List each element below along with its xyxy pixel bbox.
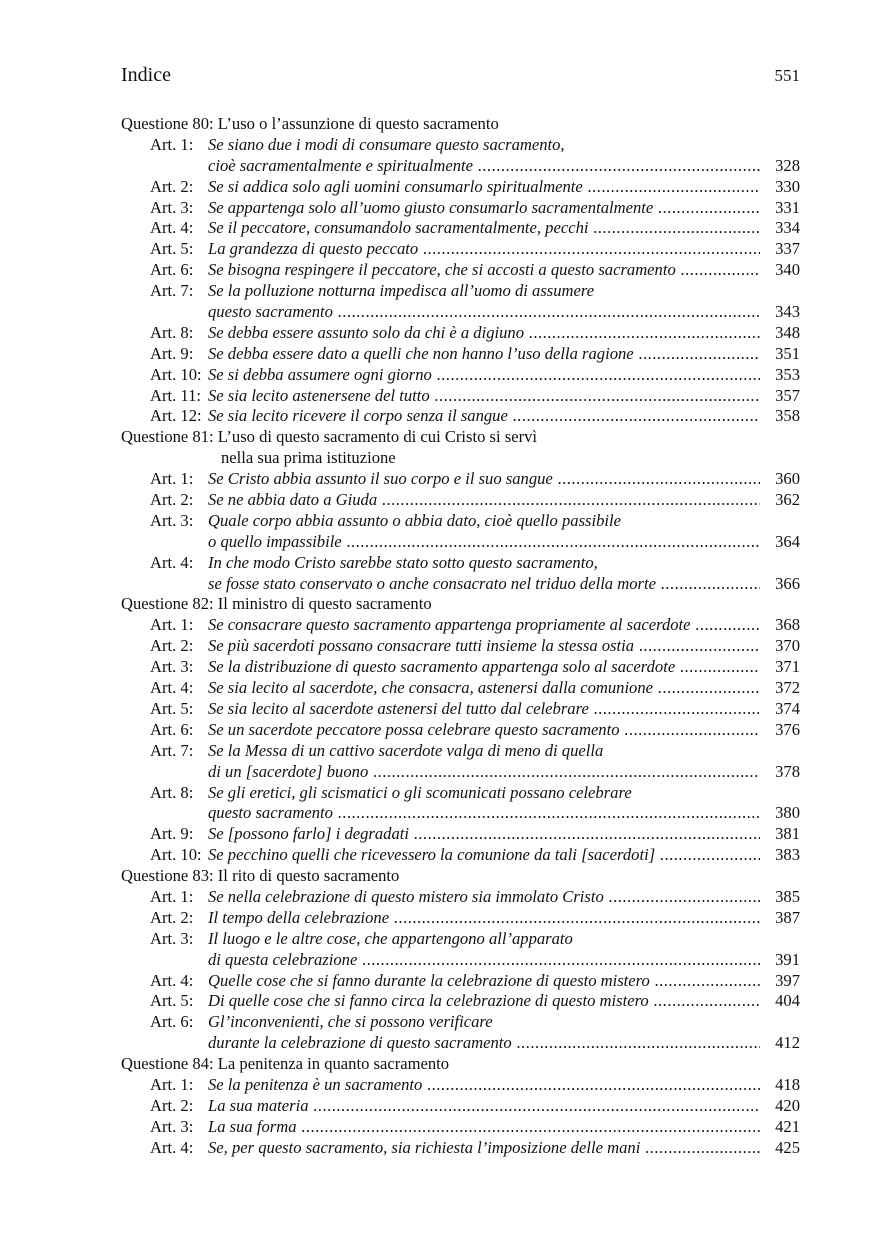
toc-page-number: 391 <box>775 949 800 969</box>
toc-article-entry <box>121 553 800 574</box>
question-heading: Questione 84: La penitenza in quanto sacramento <box>121 1054 450 1074</box>
toc-page-number: 353 <box>775 364 800 384</box>
toc-article-entry <box>121 177 800 198</box>
article-title: Il luogo e le altre cose, che appartengono all’apparato <box>208 928 573 948</box>
page-header <box>121 64 800 92</box>
toc-page-number: 360 <box>775 469 800 489</box>
article-title: di un [sacerdote] buono ..... <box>208 762 760 783</box>
article-title: Se gli eretici, gli scismatici o gli scomunicati possano celebrare <box>208 782 632 802</box>
toc-article-entry <box>121 218 800 239</box>
page-number: 551 <box>774 66 800 85</box>
article-label: Art. 1: <box>150 886 194 906</box>
toc-page-number: 340 <box>775 260 800 280</box>
toc-page-number: 385 <box>775 886 800 906</box>
toc-article-entry <box>121 783 800 804</box>
toc-page-number: 397 <box>775 970 800 990</box>
article-title: La sua materia ..... <box>208 1096 760 1117</box>
article-title: Se il peccatore, consumandolo sacramentalmente, pecchi ..... <box>208 218 760 239</box>
article-label: Art. 6: <box>150 719 194 739</box>
article-label: Art. 8: <box>150 782 194 802</box>
article-label: Art. 5: <box>150 698 194 718</box>
article-title: Se ne abbia dato a Giuda ..... <box>208 490 760 511</box>
article-title: Se sia lecito ricevere il corpo senza il sangue ..... <box>208 406 760 427</box>
article-label: Art. 7: <box>150 740 194 760</box>
article-label: Art. 8: <box>150 322 194 342</box>
article-title: questo sacramento ..... <box>208 803 760 824</box>
article-title: Se si addica solo agli uomini consumarlo spiritualmente ..... <box>208 177 760 198</box>
article-title: questo sacramento ..... <box>208 302 760 323</box>
toc-page-number: 348 <box>775 322 800 342</box>
article-title: La sua forma ..... <box>208 1117 760 1138</box>
article-title: Di quelle cose che si fanno circa la celebrazione di questo mistero ..... <box>208 991 760 1012</box>
question-heading: Questione 83: Il rito di questo sacramento <box>121 866 400 886</box>
toc-page-number: 337 <box>775 239 800 259</box>
article-title: Se nella celebrazione di questo mistero sia immolato Cristo ..... <box>208 887 760 908</box>
article-label: Art. 1: <box>150 615 194 635</box>
toc-article-entry <box>121 971 800 992</box>
article-label: Art. 5: <box>150 991 194 1011</box>
toc-page-number: 376 <box>775 719 800 739</box>
article-label: Art. 2: <box>150 636 194 656</box>
toc-article-entry <box>121 991 800 1012</box>
toc-article-entry <box>121 1138 800 1159</box>
article-title: Se Cristo abbia assunto il suo corpo e il suo sangue ..... <box>208 469 760 490</box>
article-label: Art. 1: <box>150 469 194 489</box>
toc-article-entry <box>121 824 800 845</box>
toc-page-number: 366 <box>775 573 800 593</box>
toc-entry-continuation <box>121 762 800 783</box>
article-label: Art. 2: <box>150 907 194 927</box>
toc-page-number: 358 <box>775 406 800 426</box>
article-title: durante la celebrazione di questo sacramento ..... <box>208 1033 760 1054</box>
toc-article-entry <box>121 344 800 365</box>
article-label: Art. 7: <box>150 281 194 301</box>
article-title: Se la penitenza è un sacramento ..... <box>208 1075 760 1096</box>
toc-page-number: 374 <box>775 698 800 718</box>
article-title: Se [possono farlo] i degradati ..... <box>208 824 760 845</box>
article-title: Se un sacerdote peccatore possa celebrare questo sacramento ..... <box>208 720 760 741</box>
question-heading: Questione 81: L’uso di questo sacramento di cui Cristo si servì <box>121 427 538 447</box>
article-title: La grandezza di questo peccato ..... <box>208 239 760 260</box>
article-title: cioè sacramentalmente e spiritualmente ..... <box>208 156 760 177</box>
toc-page-number: 383 <box>775 845 800 865</box>
article-title: Se siano due i modi di consumare questo sacramento, <box>208 134 565 154</box>
article-label: Art. 4: <box>150 218 194 238</box>
article-label: Art. 3: <box>150 197 194 217</box>
toc-page-number: 351 <box>775 343 800 363</box>
toc-page-number: 371 <box>775 657 800 677</box>
article-label: Art. 4: <box>150 552 194 572</box>
toc-page-number: 334 <box>775 218 800 238</box>
toc-article-entry <box>121 511 800 532</box>
toc-page-number: 370 <box>775 636 800 656</box>
toc-entry-continuation <box>121 156 800 177</box>
question-heading: Questione 80: L’uso o l’assunzione di questo sacramento <box>121 114 499 133</box>
article-label: Art. 9: <box>150 824 194 844</box>
article-label: Art. 2: <box>150 176 194 196</box>
toc-article-entry <box>121 657 800 678</box>
toc-page-number: 380 <box>775 803 800 823</box>
toc-entry-continuation <box>121 803 800 824</box>
toc-article-entry <box>121 198 800 219</box>
article-title: Se sia lecito al sacerdote, che consacra, astenersi dalla comunione ..... <box>208 678 760 699</box>
article-title: se fosse stato conservato o anche consacrato nel triduo della morte ..... <box>208 574 760 595</box>
article-title: di questa celebrazione ..... <box>208 950 760 971</box>
toc-page-number: 381 <box>775 824 800 844</box>
article-label: Art. 1: <box>150 134 194 154</box>
toc-article-entry <box>121 1096 800 1117</box>
toc-entry-continuation <box>121 950 800 971</box>
toc-article-entry <box>121 1117 800 1138</box>
toc-article-entry <box>121 678 800 699</box>
toc-article-entry <box>121 929 800 950</box>
article-label: Art. 3: <box>150 657 194 677</box>
question-heading-text: nella sua prima istituzione <box>221 448 396 468</box>
toc-article-entry <box>121 323 800 344</box>
article-label: Art. 2: <box>150 490 194 510</box>
article-title: Se consacrare questo sacramento appartenga propriamente al sacerdote ..... <box>208 615 760 636</box>
article-label: Art. 3: <box>150 928 194 948</box>
toc-article-entry <box>121 260 800 281</box>
article-label: Art. 6: <box>150 260 194 280</box>
article-title: Se, per questo sacramento, sia richiesta l’imposizione delle mani ..... <box>208 1138 760 1159</box>
toc-article-entry <box>121 699 800 720</box>
article-title: Quale corpo abbia assunto o abbia dato, cioè quello passibile <box>208 510 621 530</box>
toc-page-number: 372 <box>775 678 800 698</box>
article-label: Art. 2: <box>150 1095 194 1115</box>
question-heading-continuation <box>121 448 800 469</box>
article-title: Se bisogna respingere il peccatore, che si accosti a questo sacramento ..... <box>208 260 760 281</box>
article-title: Gl’inconvenienti, che si possono verificare <box>208 1012 493 1032</box>
toc-entry-continuation <box>121 574 800 595</box>
article-title: Se pecchino quelli che ricevessero la comunione da tali [sacerdoti] ..... <box>208 845 760 866</box>
toc-article-entry <box>121 365 800 386</box>
toc-article-entry <box>121 135 800 156</box>
toc-page-number: 362 <box>775 490 800 510</box>
toc-article-entry <box>121 720 800 741</box>
article-label: Art. 1: <box>150 1074 194 1094</box>
toc-page-number: 420 <box>775 1095 800 1115</box>
article-label: Art. 9: <box>150 343 194 363</box>
article-title: Se debba essere assunto solo da chi è a digiuno ..... <box>208 323 760 344</box>
toc-article-entry <box>121 845 800 866</box>
toc-article-entry <box>121 386 800 407</box>
article-label: Art. 12: <box>150 406 202 426</box>
toc-article-entry <box>121 615 800 636</box>
article-label: Art. 10: <box>150 364 202 384</box>
toc-article-entry <box>121 490 800 511</box>
toc-page-number: 343 <box>775 302 800 322</box>
article-title: Se sia lecito al sacerdote astenersi del tutto dal celebrare ..... <box>208 699 760 720</box>
table-of-contents <box>121 114 800 1159</box>
toc-page-number: 331 <box>775 197 800 217</box>
article-title: Se sia lecito astenersene del tutto ..... <box>208 386 760 407</box>
article-title: Se appartenga solo all’uomo giusto consumarlo sacramentalmente ..... <box>208 198 760 219</box>
article-title: o quello impassibile ..... <box>208 532 760 553</box>
article-title: Se più sacerdoti possano consacrare tutti insieme la stessa ostia ..... <box>208 636 760 657</box>
toc-page-number: 357 <box>775 385 800 405</box>
question-heading: Questione 82: Il ministro di questo sacramento <box>121 594 432 614</box>
article-label: Art. 4: <box>150 1137 194 1157</box>
toc-page-number: 378 <box>775 761 800 781</box>
toc-article-entry <box>121 1075 800 1096</box>
article-label: Art. 3: <box>150 1116 194 1136</box>
article-title: Se si debba assumere ogni giorno ..... <box>208 365 760 386</box>
toc-article-entry <box>121 406 800 427</box>
toc-entry-continuation <box>121 302 800 323</box>
article-title: Quelle cose che si fanno durante la celebrazione di questo mistero ..... <box>208 971 760 992</box>
toc-page-number: 387 <box>775 907 800 927</box>
toc-page-number: 328 <box>775 155 800 175</box>
article-label: Art. 4: <box>150 678 194 698</box>
article-title: Se la Messa di un cattivo sacerdote valga di meno di quella <box>208 740 604 760</box>
toc-page-number: 368 <box>775 615 800 635</box>
article-title: Il tempo della celebrazione ..... <box>208 908 760 929</box>
running-title: Indice <box>121 64 171 86</box>
toc-article-entry <box>121 469 800 490</box>
toc-page-number: 421 <box>775 1116 800 1136</box>
toc-article-entry <box>121 636 800 657</box>
article-label: Art. 4: <box>150 970 194 990</box>
toc-page-number: 364 <box>775 531 800 551</box>
toc-entry-continuation <box>121 532 800 553</box>
article-title: Se debba essere dato a quelli che non hanno l’uso della ragione ..... <box>208 344 760 365</box>
toc-article-entry <box>121 887 800 908</box>
article-label: Art. 3: <box>150 510 194 530</box>
article-label: Art. 10: <box>150 845 202 865</box>
toc-article-entry <box>121 741 800 762</box>
article-label: Art. 11: <box>150 385 202 405</box>
toc-entry-continuation <box>121 1033 800 1054</box>
article-title: Se la distribuzione di questo sacramento appartenga solo al sacerdote ..... <box>208 657 760 678</box>
toc-article-entry <box>121 908 800 929</box>
article-label: Art. 6: <box>150 1012 194 1032</box>
toc-page-number: 418 <box>775 1074 800 1094</box>
article-title: In che modo Cristo sarebbe stato sotto questo sacramento, <box>208 552 598 572</box>
toc-article-entry <box>121 1012 800 1033</box>
toc-article-entry <box>121 281 800 302</box>
toc-page-number: 425 <box>775 1137 800 1157</box>
toc-article-entry <box>121 239 800 260</box>
toc-page-number: 404 <box>775 991 800 1011</box>
toc-page-number: 330 <box>775 176 800 196</box>
toc-page-number: 412 <box>775 1033 800 1053</box>
article-label: Art. 5: <box>150 239 194 259</box>
article-title: Se la polluzione notturna impedisca all’uomo di assumere <box>208 281 595 301</box>
